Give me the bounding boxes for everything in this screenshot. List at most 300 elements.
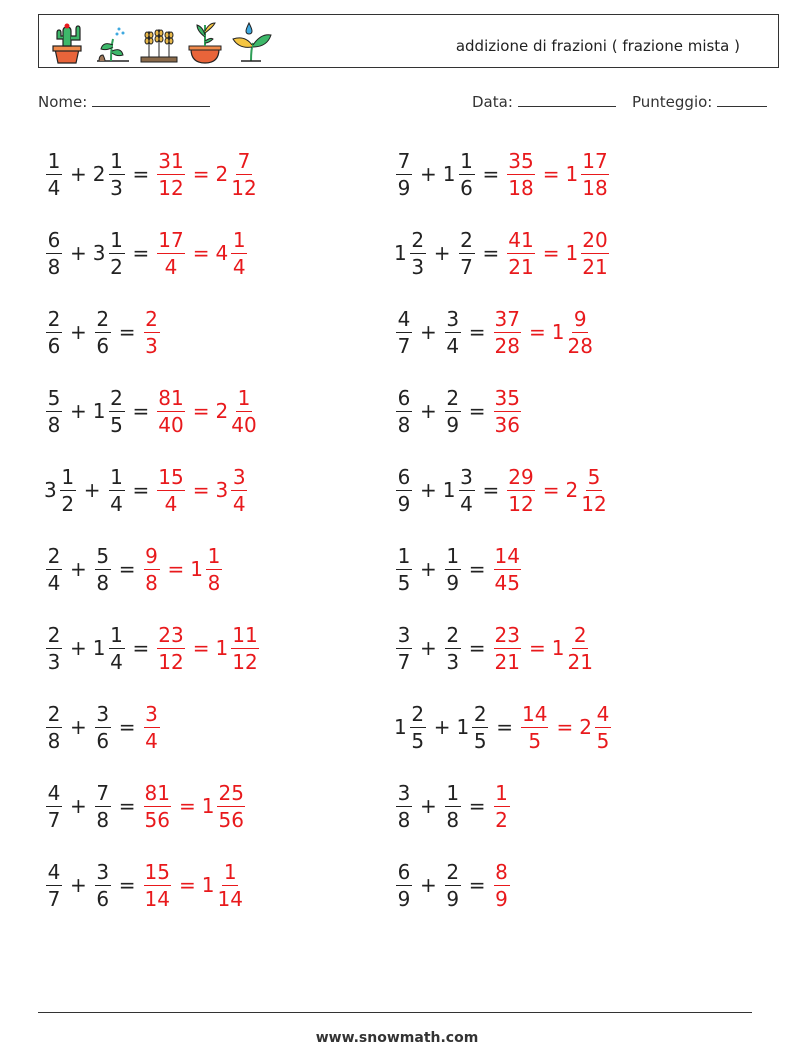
fraction xyxy=(445,859,461,911)
denominator: 21 xyxy=(508,254,534,279)
fraction xyxy=(396,622,412,674)
numerator: 2 xyxy=(411,701,425,726)
denominator: 7 xyxy=(397,333,411,358)
answer xyxy=(142,859,245,911)
numerator: 1 xyxy=(232,227,246,252)
whole-number: 1 xyxy=(565,241,579,265)
whole-number: 2 xyxy=(579,715,592,739)
denominator: 7 xyxy=(460,254,473,279)
denominator: 8 xyxy=(145,570,158,595)
equals-sign: = xyxy=(542,162,560,186)
equals-sign: = xyxy=(482,162,500,186)
numerator: 15 xyxy=(158,464,184,489)
numerator: 2 xyxy=(47,306,61,331)
numerator: 1 xyxy=(223,859,237,884)
fraction xyxy=(157,622,184,674)
problem-item xyxy=(44,852,245,918)
date-blank[interactable] xyxy=(518,93,616,107)
date-label: Data: xyxy=(472,93,513,111)
answer xyxy=(155,622,260,674)
wheat-field-icon xyxy=(137,19,181,65)
denominator: 56 xyxy=(144,807,170,832)
numerator: 35 xyxy=(508,148,534,173)
fraction xyxy=(581,227,608,279)
answer xyxy=(505,464,608,516)
numerator: 2 xyxy=(47,543,61,568)
denominator: 40 xyxy=(158,412,184,437)
fraction xyxy=(144,701,160,753)
numerator: 3 xyxy=(145,701,158,726)
numerator: 7 xyxy=(237,148,251,173)
fraction xyxy=(46,859,62,911)
numerator: 5 xyxy=(47,385,61,410)
plus-sign: + xyxy=(70,636,87,660)
denominator: 8 xyxy=(446,807,460,832)
equals-sign: = xyxy=(192,241,210,265)
numerator: 81 xyxy=(158,385,184,410)
numerator: 2 xyxy=(473,701,487,726)
numerator: 20 xyxy=(582,227,608,252)
numerator: 5 xyxy=(587,464,601,489)
whole-number: 1 xyxy=(551,320,565,344)
plus-sign: + xyxy=(420,557,437,581)
denominator: 12 xyxy=(231,175,257,200)
fraction xyxy=(157,227,184,279)
numerator: 2 xyxy=(47,622,61,647)
potted-sprout-icon xyxy=(183,19,227,65)
denominator: 18 xyxy=(582,175,608,200)
numerator: 6 xyxy=(397,464,411,489)
numerator: 1 xyxy=(446,543,460,568)
numerator: 2 xyxy=(96,306,110,331)
fraction xyxy=(494,780,510,832)
equals-sign: = xyxy=(482,241,500,265)
equals-sign: = xyxy=(468,557,486,581)
fraction xyxy=(396,148,412,200)
name-label: Nome: xyxy=(38,93,88,111)
fraction xyxy=(445,385,461,437)
numerator: 29 xyxy=(508,464,534,489)
problem-item xyxy=(44,457,249,523)
numerator: 15 xyxy=(144,859,170,884)
plus-sign: + xyxy=(420,636,437,660)
denominator: 8 xyxy=(96,807,110,832)
numerator: 2 xyxy=(411,227,425,252)
equals-sign: = xyxy=(118,557,136,581)
fraction xyxy=(46,543,62,595)
answer xyxy=(155,385,258,437)
denominator: 40 xyxy=(231,412,257,437)
fraction xyxy=(217,859,243,911)
numerator: 14 xyxy=(494,543,520,568)
fraction xyxy=(494,859,510,911)
numerator: 3 xyxy=(397,622,411,647)
equals-sign: = xyxy=(118,715,136,739)
fraction xyxy=(206,543,222,595)
problem-item xyxy=(394,299,595,365)
score-field[interactable] xyxy=(632,93,767,111)
numerator: 9 xyxy=(145,543,158,568)
fraction xyxy=(144,780,171,832)
numerator: 8 xyxy=(495,859,508,884)
fraction xyxy=(231,464,247,516)
denominator: 3 xyxy=(446,649,460,674)
answer xyxy=(492,622,595,674)
equals-sign: = xyxy=(192,162,210,186)
watering-plant-icon xyxy=(91,19,135,65)
denominator: 7 xyxy=(47,886,61,911)
numerator: 3 xyxy=(460,464,473,489)
numerator: 9 xyxy=(573,306,587,331)
denominator: 18 xyxy=(508,175,534,200)
score-blank[interactable] xyxy=(717,93,767,107)
numerator: 23 xyxy=(158,622,184,647)
equals-sign: = xyxy=(542,241,560,265)
fraction xyxy=(595,701,611,753)
whole-number: 1 xyxy=(92,399,106,423)
whole-number: 3 xyxy=(215,478,229,502)
fraction xyxy=(95,306,111,358)
plus-sign: + xyxy=(433,715,451,739)
worksheet-title: addizione di frazioni ( frazione mista ) xyxy=(455,37,740,55)
equals-sign: = xyxy=(132,636,150,660)
fraction xyxy=(217,780,244,832)
equals-sign: = xyxy=(542,478,560,502)
denominator: 9 xyxy=(446,570,460,595)
whole-number: 1 xyxy=(92,636,106,660)
fraction xyxy=(109,464,125,516)
numerator: 1 xyxy=(495,780,508,805)
denominator: 6 xyxy=(96,886,110,911)
denominator: 8 xyxy=(397,807,411,832)
fraction xyxy=(396,543,412,595)
denominator: 21 xyxy=(567,649,593,674)
fraction xyxy=(494,306,521,358)
numerator: 3 xyxy=(96,701,110,726)
numerator: 1 xyxy=(110,148,123,173)
numerator: 4 xyxy=(47,780,61,805)
equals-sign: = xyxy=(167,557,185,581)
fraction xyxy=(396,780,412,832)
equals-sign: = xyxy=(192,636,210,660)
fraction xyxy=(410,701,426,753)
answer xyxy=(492,543,523,595)
equals-sign: = xyxy=(496,715,513,739)
equals-sign: = xyxy=(178,873,196,897)
equals-sign: = xyxy=(528,320,546,344)
denominator: 3 xyxy=(47,649,61,674)
answer xyxy=(505,148,610,200)
plus-sign: + xyxy=(70,715,87,739)
fraction xyxy=(396,385,412,437)
numerator: 1 xyxy=(397,543,411,568)
fraction xyxy=(109,385,125,437)
problem-item xyxy=(44,378,259,444)
whole-number: 1 xyxy=(551,636,565,660)
equals-sign: = xyxy=(118,873,136,897)
numerator: 25 xyxy=(218,780,244,805)
numerator: 1 xyxy=(460,148,473,173)
equals-sign: = xyxy=(468,794,486,818)
fraction xyxy=(144,306,160,358)
fraction xyxy=(396,464,412,516)
answer xyxy=(492,859,512,911)
denominator: 9 xyxy=(397,886,411,911)
numerator: 6 xyxy=(397,859,411,884)
equals-sign: = xyxy=(132,162,150,186)
denominator: 6 xyxy=(460,175,473,200)
fraction xyxy=(157,148,184,200)
plus-sign: + xyxy=(70,794,87,818)
denominator: 12 xyxy=(232,649,258,674)
whole-number: 1 xyxy=(394,715,407,739)
name-blank[interactable] xyxy=(92,93,210,107)
plus-sign: + xyxy=(70,873,87,897)
fraction xyxy=(144,543,160,595)
fraction xyxy=(567,622,593,674)
footer-url[interactable]: www.snowmath.com xyxy=(315,1030,479,1046)
problem-item xyxy=(44,299,162,365)
whole-number: 1 xyxy=(201,873,215,897)
equals-sign: = xyxy=(132,399,150,423)
denominator: 4 xyxy=(232,254,246,279)
whole-number: 1 xyxy=(215,636,229,660)
answer xyxy=(155,227,249,279)
denominator: 14 xyxy=(144,886,170,911)
denominator: 6 xyxy=(96,728,110,753)
fraction xyxy=(231,622,258,674)
denominator: 2 xyxy=(110,254,123,279)
numerator: 1 xyxy=(47,148,61,173)
denominator: 5 xyxy=(528,728,542,753)
fraction xyxy=(445,622,461,674)
numerator: 1 xyxy=(61,464,75,489)
denominator: 4 xyxy=(110,649,123,674)
numerator: 1 xyxy=(446,780,460,805)
whole-number: 3 xyxy=(92,241,106,265)
fraction xyxy=(157,464,184,516)
equals-sign: = xyxy=(468,399,486,423)
fraction xyxy=(494,543,521,595)
seedling-drop-icon xyxy=(229,19,273,65)
name-field[interactable] xyxy=(38,93,210,111)
score-label: Punteggio: xyxy=(632,93,713,111)
numerator: 2 xyxy=(110,385,123,410)
numerator: 23 xyxy=(494,622,520,647)
denominator: 4 xyxy=(460,491,473,516)
numerator: 1 xyxy=(207,543,221,568)
problem-item xyxy=(394,694,613,760)
answer xyxy=(519,701,613,753)
denominator: 8 xyxy=(47,728,61,753)
denominator: 4 xyxy=(164,254,178,279)
numerator: 37 xyxy=(494,306,520,331)
problem-item xyxy=(44,536,224,602)
denominator: 9 xyxy=(397,175,411,200)
whole-number: 2 xyxy=(92,162,106,186)
fraction xyxy=(46,148,62,200)
denominator: 6 xyxy=(96,333,110,358)
fraction xyxy=(231,148,257,200)
problem-item xyxy=(394,852,512,918)
fraction xyxy=(521,701,548,753)
denominator: 6 xyxy=(47,333,61,358)
fraction xyxy=(46,227,62,279)
denominator: 8 xyxy=(397,412,411,437)
numerator: 14 xyxy=(522,701,548,726)
plus-sign: + xyxy=(70,399,87,423)
answer xyxy=(505,227,610,279)
numerator: 1 xyxy=(110,622,123,647)
whole-number: 4 xyxy=(215,241,229,265)
problem-item xyxy=(44,773,247,839)
denominator: 5 xyxy=(397,570,411,595)
denominator: 2 xyxy=(61,491,75,516)
equals-sign: = xyxy=(482,478,500,502)
fraction xyxy=(410,227,426,279)
fraction xyxy=(459,464,475,516)
numerator: 2 xyxy=(446,385,460,410)
denominator: 21 xyxy=(582,254,608,279)
numerator: 7 xyxy=(96,780,110,805)
fraction xyxy=(231,227,247,279)
fraction xyxy=(396,306,412,358)
plus-sign: + xyxy=(420,873,437,897)
numerator: 6 xyxy=(47,227,61,252)
numerator: 3 xyxy=(232,464,246,489)
footer-divider xyxy=(38,1012,752,1013)
whole-number: 2 xyxy=(215,162,229,186)
plus-sign: + xyxy=(433,241,451,265)
equals-sign: = xyxy=(192,478,210,502)
whole-number: 1 xyxy=(565,162,579,186)
problem-item xyxy=(394,220,611,286)
numerator: 3 xyxy=(397,780,411,805)
equals-sign: = xyxy=(468,636,486,660)
fraction xyxy=(445,780,461,832)
numerator: 5 xyxy=(96,543,110,568)
equals-sign: = xyxy=(132,241,150,265)
problem-item xyxy=(44,141,259,207)
denominator: 14 xyxy=(217,886,243,911)
plus-sign: + xyxy=(70,241,87,265)
denominator: 8 xyxy=(207,570,221,595)
problem-item xyxy=(394,615,595,681)
fraction xyxy=(95,859,111,911)
denominator: 8 xyxy=(96,570,110,595)
fraction xyxy=(95,701,111,753)
numerator: 6 xyxy=(397,385,411,410)
answer xyxy=(155,148,258,200)
whole-number: 1 xyxy=(456,715,470,739)
fraction xyxy=(507,227,534,279)
whole-number: 2 xyxy=(215,399,229,423)
fraction xyxy=(157,385,184,437)
plus-sign: + xyxy=(70,320,87,344)
denominator: 12 xyxy=(581,491,607,516)
whole-number: 2 xyxy=(565,478,579,502)
denominator: 3 xyxy=(110,175,123,200)
fraction xyxy=(507,464,534,516)
numerator: 7 xyxy=(397,148,411,173)
denominator: 5 xyxy=(596,728,610,753)
plus-sign: + xyxy=(420,794,437,818)
fraction xyxy=(231,385,257,437)
equals-sign: = xyxy=(178,794,196,818)
denominator: 8 xyxy=(47,254,61,279)
denominator: 9 xyxy=(495,886,508,911)
denominator: 5 xyxy=(473,728,487,753)
problem-item xyxy=(44,694,162,760)
equals-sign: = xyxy=(192,399,210,423)
whole-number: 1 xyxy=(394,241,407,265)
fraction xyxy=(581,464,607,516)
numerator: 41 xyxy=(508,227,534,252)
denominator: 12 xyxy=(508,491,534,516)
problem-item xyxy=(394,141,611,207)
denominator: 8 xyxy=(47,412,61,437)
numerator: 17 xyxy=(158,227,184,252)
fraction xyxy=(46,622,62,674)
numerator: 11 xyxy=(232,622,258,647)
whole-number: 1 xyxy=(201,794,215,818)
answer xyxy=(492,780,512,832)
denominator: 56 xyxy=(218,807,244,832)
fraction xyxy=(445,306,461,358)
denominator: 4 xyxy=(110,491,123,516)
fraction xyxy=(109,227,125,279)
equals-sign: = xyxy=(118,794,136,818)
whole-number: 1 xyxy=(442,162,456,186)
date-field[interactable] xyxy=(472,93,616,111)
numerator: 2 xyxy=(47,701,61,726)
equals-sign: = xyxy=(132,478,150,502)
equals-sign: = xyxy=(118,320,136,344)
denominator: 28 xyxy=(567,333,593,358)
problem-item xyxy=(394,536,523,602)
header-box xyxy=(38,14,779,68)
plus-sign: + xyxy=(420,320,437,344)
fraction xyxy=(445,543,461,595)
fraction xyxy=(567,306,593,358)
plus-sign: + xyxy=(83,478,101,502)
denominator: 4 xyxy=(47,175,61,200)
answer xyxy=(492,306,595,358)
denominator: 2 xyxy=(495,807,508,832)
numerator: 35 xyxy=(494,385,520,410)
numerator: 17 xyxy=(582,148,608,173)
numerator: 3 xyxy=(96,859,110,884)
numerator: 81 xyxy=(144,780,170,805)
fraction xyxy=(459,227,475,279)
denominator: 4 xyxy=(164,491,178,516)
problem-item xyxy=(394,773,512,839)
fraction xyxy=(46,701,62,753)
fraction xyxy=(95,543,111,595)
fraction xyxy=(581,148,608,200)
numerator: 3 xyxy=(446,306,460,331)
denominator: 7 xyxy=(397,649,411,674)
denominator: 9 xyxy=(446,412,460,437)
denominator: 9 xyxy=(397,491,411,516)
answer xyxy=(142,780,247,832)
numerator: 1 xyxy=(110,464,123,489)
plus-sign: + xyxy=(420,399,437,423)
fraction xyxy=(46,306,62,358)
whole-number: 1 xyxy=(442,478,456,502)
denominator: 4 xyxy=(232,491,246,516)
answer xyxy=(142,306,162,358)
